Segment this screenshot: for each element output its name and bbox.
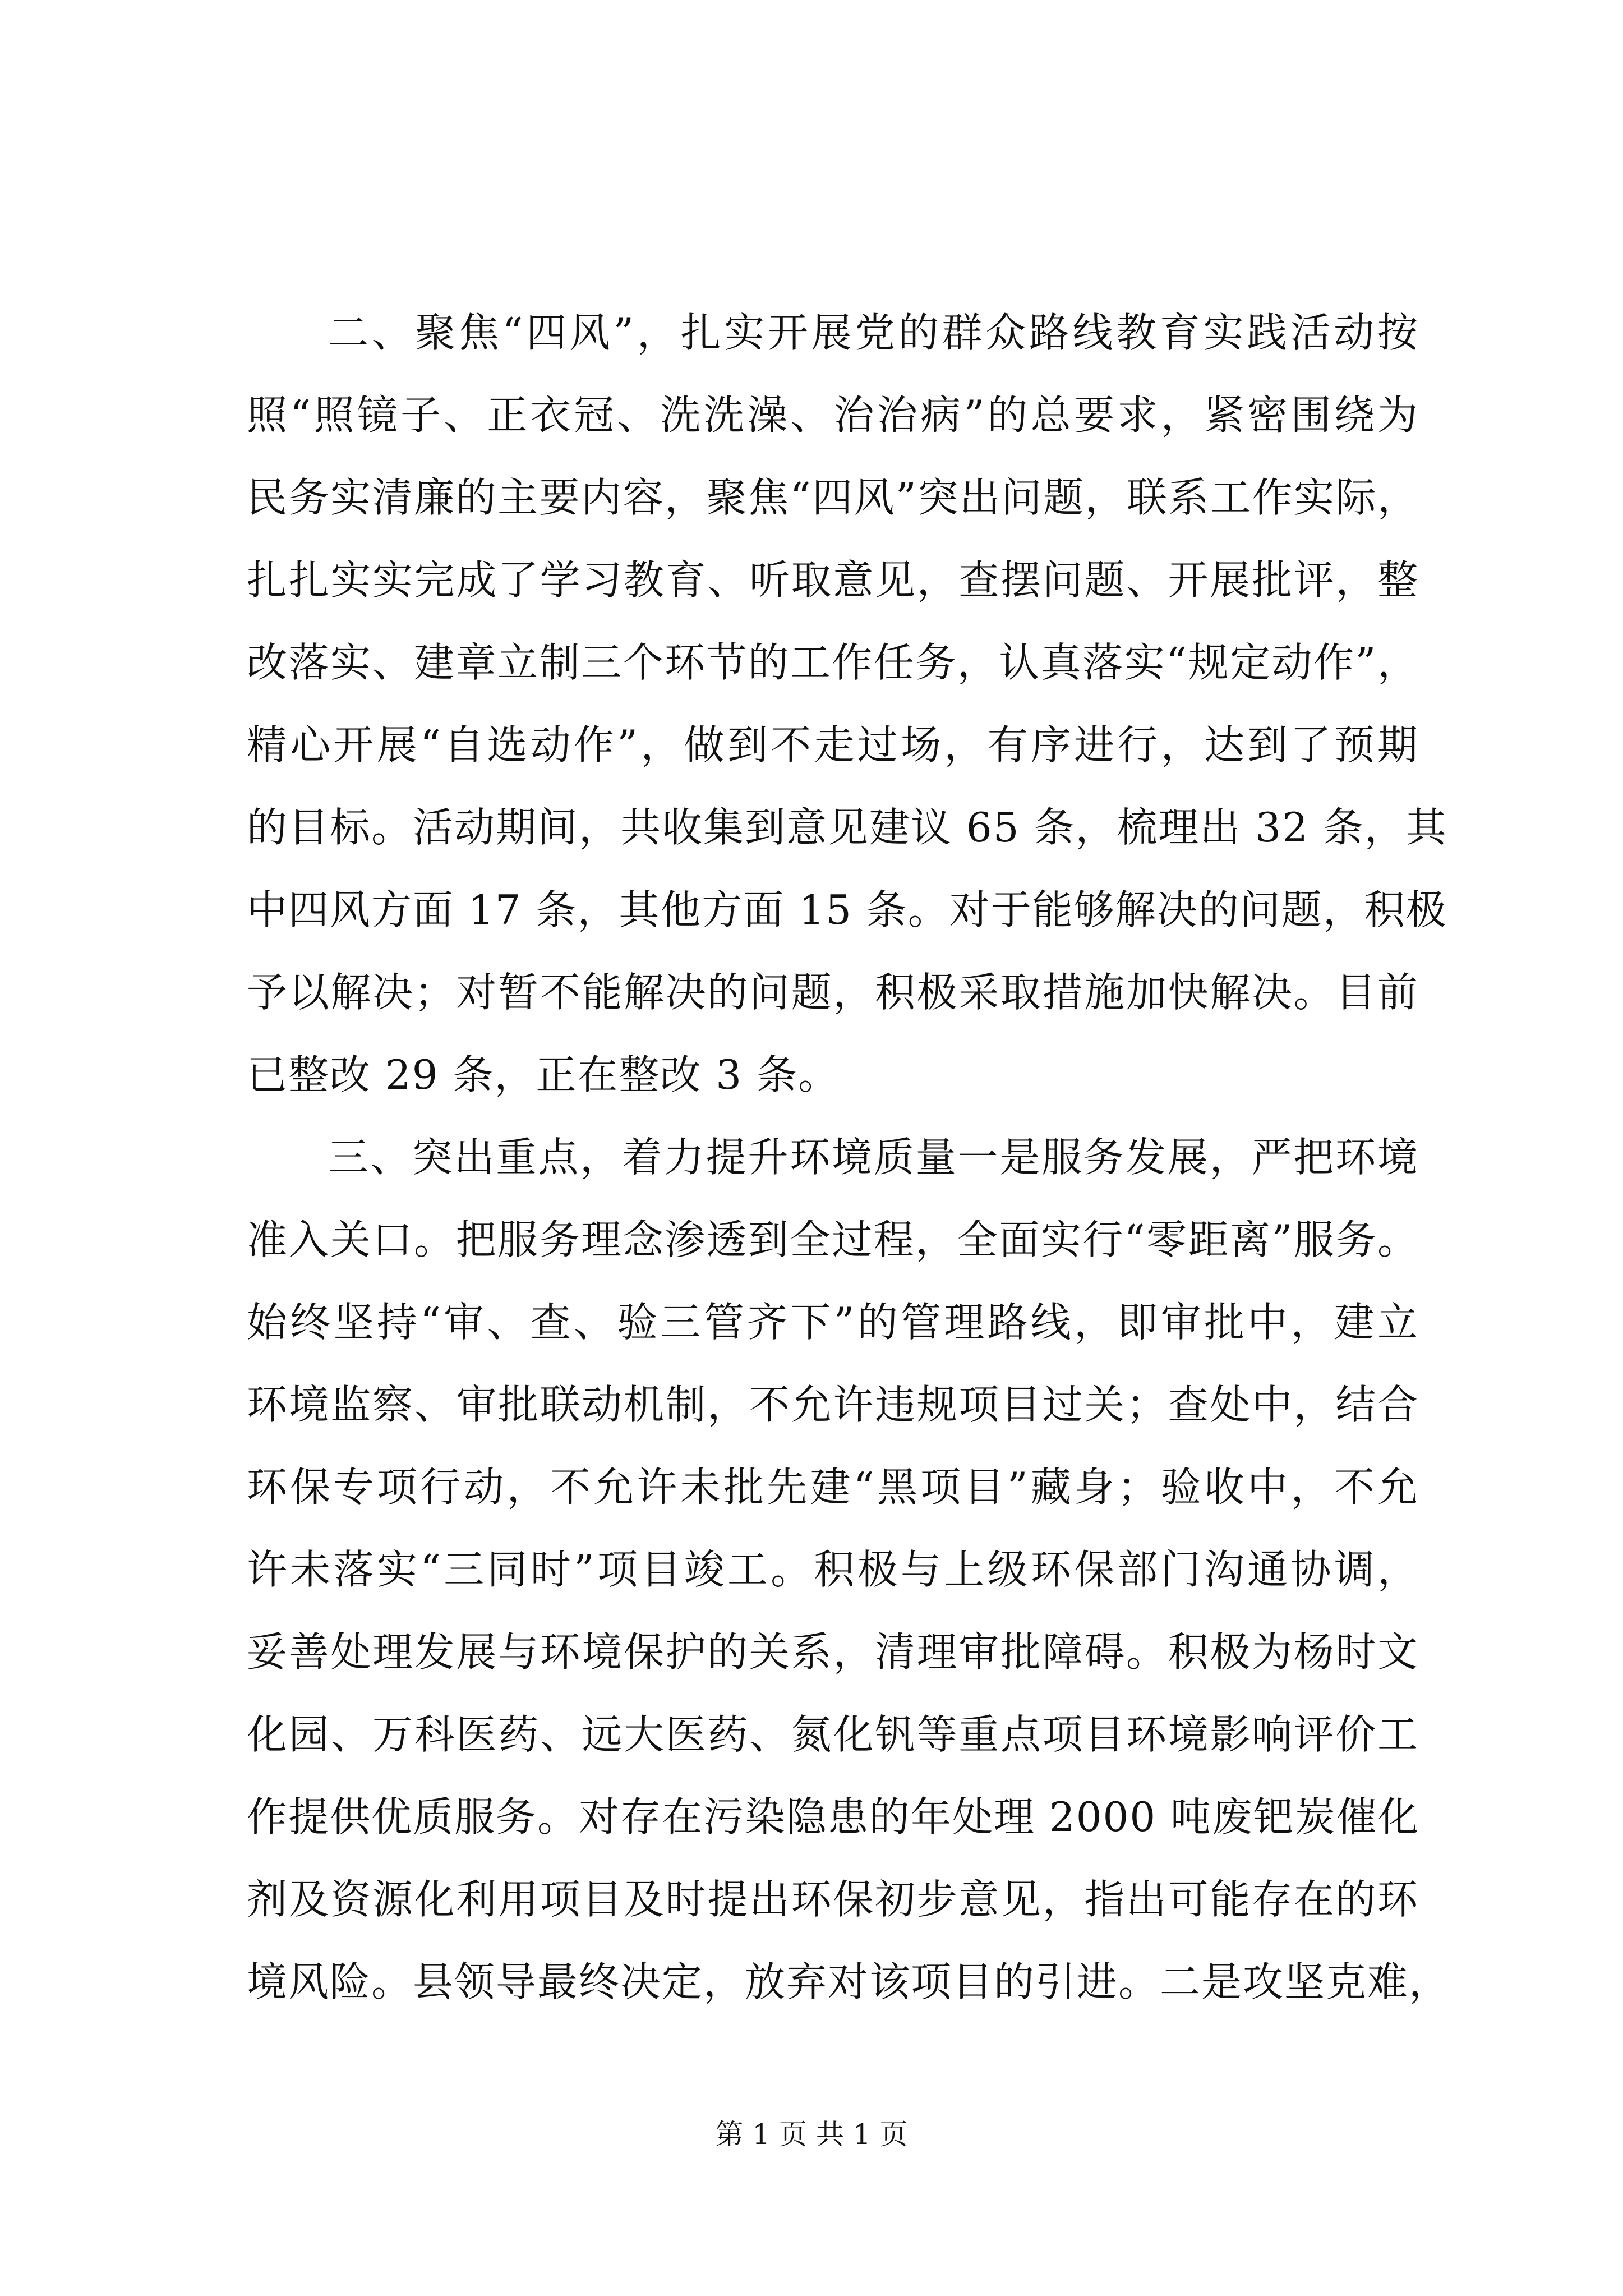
- paragraph-line: 中四风方面 17 条，其他方面 15 条。对于能够解决的问题，积极: [247, 886, 1447, 933]
- paragraph-line: 许未落实“三同时”项目竣工。积极与上级环保部门沟通协调，: [247, 1546, 1419, 1593]
- paragraph-line: 予以解决；对暂不能解决的问题，积极采取措施加快解决。目前: [247, 969, 1419, 1016]
- page-footer: [0, 2118, 1623, 2151]
- paragraph-line: 民务实清廉的主要内容，聚焦“四风”突出问题，联系工作实际，: [247, 474, 1419, 521]
- paragraph-line: 已整改 29 条，正在整改 3 条。: [247, 1051, 840, 1098]
- paragraph-line: 始终坚持“审、查、验三管齐下”的管理路线，即审批中，建立: [247, 1299, 1419, 1346]
- paragraph-line: 的目标。活动期间，共收集到意见建议 65 条，梳理出 32 条，其: [247, 804, 1447, 851]
- paragraph-line: 化园、万科医药、远大医药、氮化钒等重点项目环境影响评价工: [247, 1711, 1419, 1758]
- body-text: [247, 292, 1451, 2023]
- paragraph-line: 作提供优质服务。对存在污染隐患的年处理 2000 吨废钯炭催化: [247, 1793, 1420, 1841]
- paragraph-line: 二、聚焦“四风”，扎实开展党的群众路线教育实践活动按: [328, 309, 1419, 356]
- paragraph-line: 妥善处理发展与环境保护的关系，清理审批障碍。积极为杨时文: [247, 1628, 1419, 1676]
- page-number-label: 第 1 页 共 1 页: [715, 2118, 908, 2151]
- paragraph-line: 精心开展“自选动作”，做到不走过场，有序进行，达到了预期: [247, 721, 1419, 769]
- paragraph-line: 改落实、建章立制三个环节的工作任务，认真落实“规定动作”，: [247, 639, 1419, 686]
- paragraph-line: 环保专项行动，不允许未批先建“黑项目”藏身；验收中，不允: [247, 1464, 1419, 1511]
- paragraph-line: 准入关口。把服务理念渗透到全过程，全面实行“零距离”服务。: [247, 1216, 1419, 1263]
- paragraph-line: 照“照镜子、正衣冠、洗洗澡、治治病”的总要求，紧密围绕为: [247, 392, 1419, 439]
- paragraph-line: 境风险。县领导最终决定，放弃对该项目的引进。二是攻坚克难，: [247, 1958, 1451, 2005]
- paragraph-1: [247, 292, 1447, 1116]
- paragraph-2: [247, 1116, 1451, 2023]
- paragraph-line: 剂及资源化利用项目及时提出环保初步意见，指出可能存在的环: [247, 1876, 1419, 1923]
- paragraph-line: 三、突出重点，着力提升环境质量一是服务发展，严把环境: [328, 1134, 1419, 1181]
- paragraph-line: 扎扎实实完成了学习教育、听取意见，查摆问题、开展批评，整: [247, 556, 1419, 604]
- paragraph-line: 环境监察、审批联动机制，不允许违规项目过关；查处中，结合: [247, 1381, 1419, 1428]
